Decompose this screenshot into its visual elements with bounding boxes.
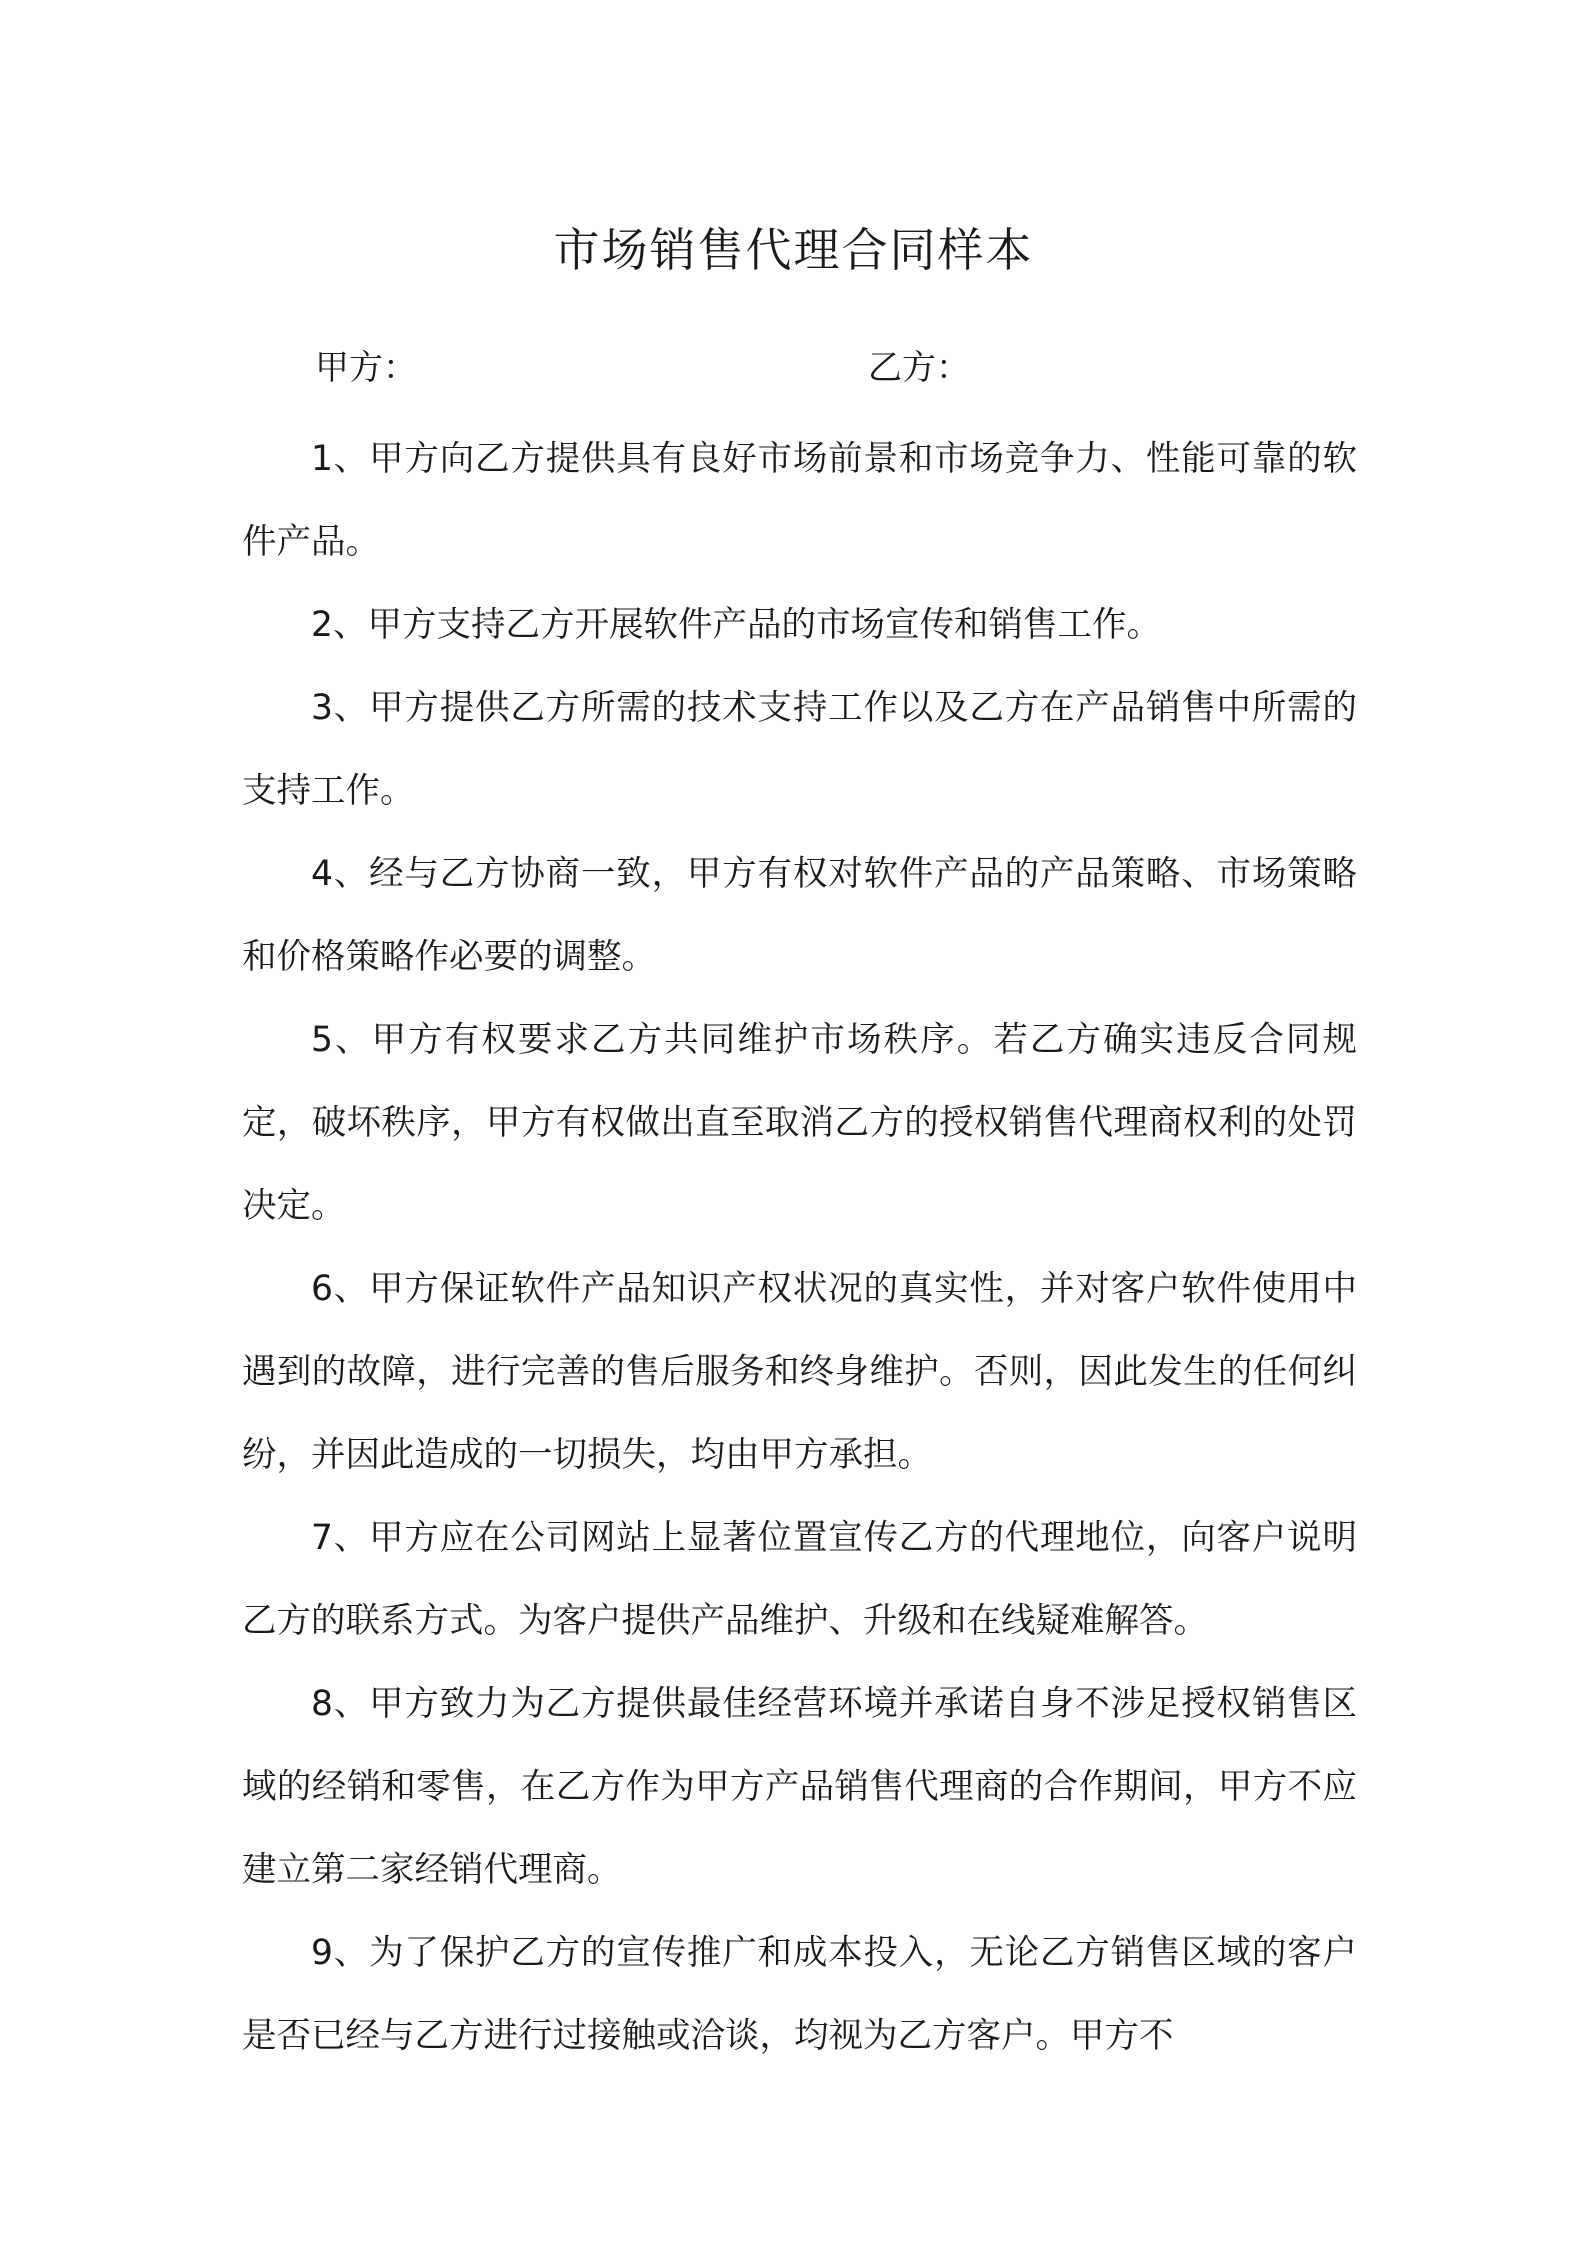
clause-3: 3、甲方提供乙方所需的技术支持工作以及乙方在产品销售中所需的支持工作。 (242, 688, 1357, 811)
clause-4: 4、经与乙方协商一致，甲方有权对软件产品的产品策略、市场策略和价格策略作必要的调整。 (242, 854, 1357, 977)
clauses-body (242, 418, 1357, 2078)
clause-8: 8、甲方致力为乙方提供最佳经营环境并承诺自身不涉足授权销售区域的经销和零售，在乙方作为甲方产品销售代理商的合作期间，甲方不应建立第二家经销代理商。 (242, 1684, 1357, 1890)
clause-5: 5、甲方有权要求乙方共同维护市场秩序。若乙方确实违反合同规定，破坏秩序，甲方有权做出直至取消乙方的授权销售代理商权利的处罚决定。 (242, 1020, 1357, 1226)
parties-line (315, 338, 1355, 398)
clause-6: 6、甲方保证软件产品知识产权状况的真实性，并对客户软件使用中遇到的故障，进行完善的售后服务和终身维护。否则，因此发生的任何纠纷，并因此造成的一切损失，均由甲方承担。 (242, 1269, 1357, 1475)
clause-1: 1、甲方向乙方提供具有良好市场前景和市场竞争力、性能可靠的软件产品。 (242, 439, 1357, 562)
party-a-label: 甲方： (315, 348, 417, 388)
clause-2: 2、甲方支持乙方开展软件产品的市场宣传和销售工作。 (311, 605, 1161, 645)
party-b-label: 乙方： (868, 348, 970, 388)
clause-9: 9、为了保护乙方的宣传推广和成本投入，无论乙方销售区域的客户是否已经与乙方进行过接触或洽谈，均视为乙方客户。甲方不 (242, 1933, 1357, 2056)
clause-7: 7、甲方应在公司网站上显著位置宣传乙方的代理地位，向客户说明乙方的联系方式。为客户提供产品维护、升级和在线疑难解答。 (242, 1518, 1357, 1641)
document-title: 市场销售代理合同样本 (553, 223, 1034, 277)
